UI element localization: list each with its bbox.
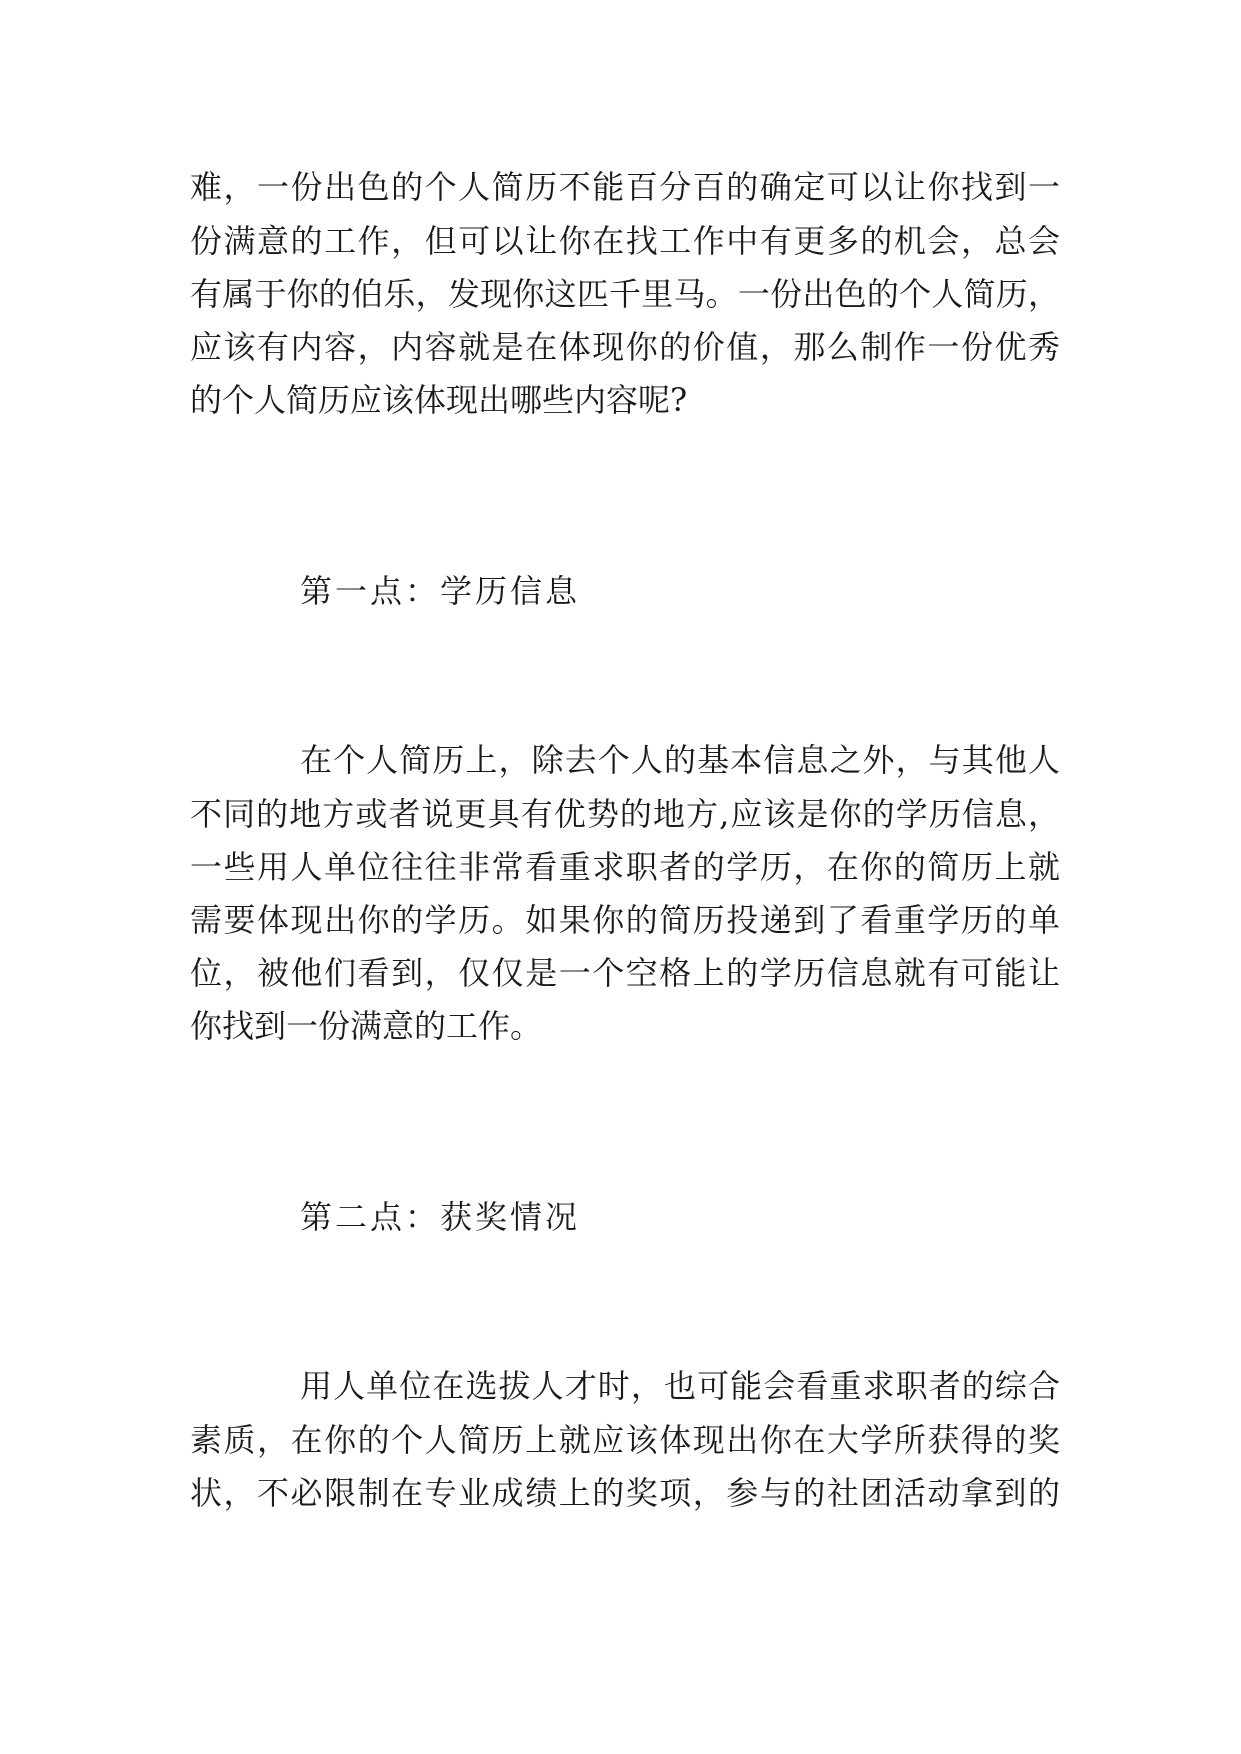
paragraph-line: 应该有内容，内容就是在体现你的价值，那么制作一份优秀: [190, 328, 1060, 366]
paragraph-line: 位，被他们看到，仅仅是一个空格上的学历信息就有可能让: [190, 954, 1060, 992]
section-heading-education: 第一点：学历信息: [300, 572, 581, 610]
paragraph-line: 需要体现出你的学历。如果你的简历投递到了看重学历的单: [190, 901, 1060, 939]
paragraph-line: 状，不必限制在专业成绩上的奖项，参与的社团活动拿到的: [190, 1474, 1060, 1512]
paragraph-line: 素质，在你的个人简历上就应该体现出你在大学所获得的奖: [190, 1421, 1060, 1459]
paragraph-line: 在个人简历上，除去个人的基本信息之外，与其他人: [300, 741, 1060, 779]
paragraph-line: 一些用人单位往往非常看重求职者的学历，在你的简历上就: [190, 848, 1060, 886]
paragraph-line: 份满意的工作，但可以让你在找工作中有更多的机会，总会: [190, 222, 1060, 260]
paragraph-line: 不同的地方或者说更具有优势的地方,应该是你的学历信息，: [190, 795, 1060, 833]
paragraph-line: 难，一份出色的个人简历不能百分百的确定可以让你找到一: [190, 168, 1060, 206]
paragraph-line: 你找到一份满意的工作。: [190, 1007, 543, 1045]
paragraph-line: 的个人简历应该体现出哪些内容呢?: [190, 381, 688, 419]
section-heading-awards: 第二点：获奖情况: [300, 1198, 581, 1236]
paragraph-line: 有属于你的伯乐，发现你这匹千里马。一份出色的个人简历，: [190, 275, 1060, 313]
paragraph-line: 用人单位在选拔人才时，也可能会看重求职者的综合: [300, 1367, 1060, 1405]
